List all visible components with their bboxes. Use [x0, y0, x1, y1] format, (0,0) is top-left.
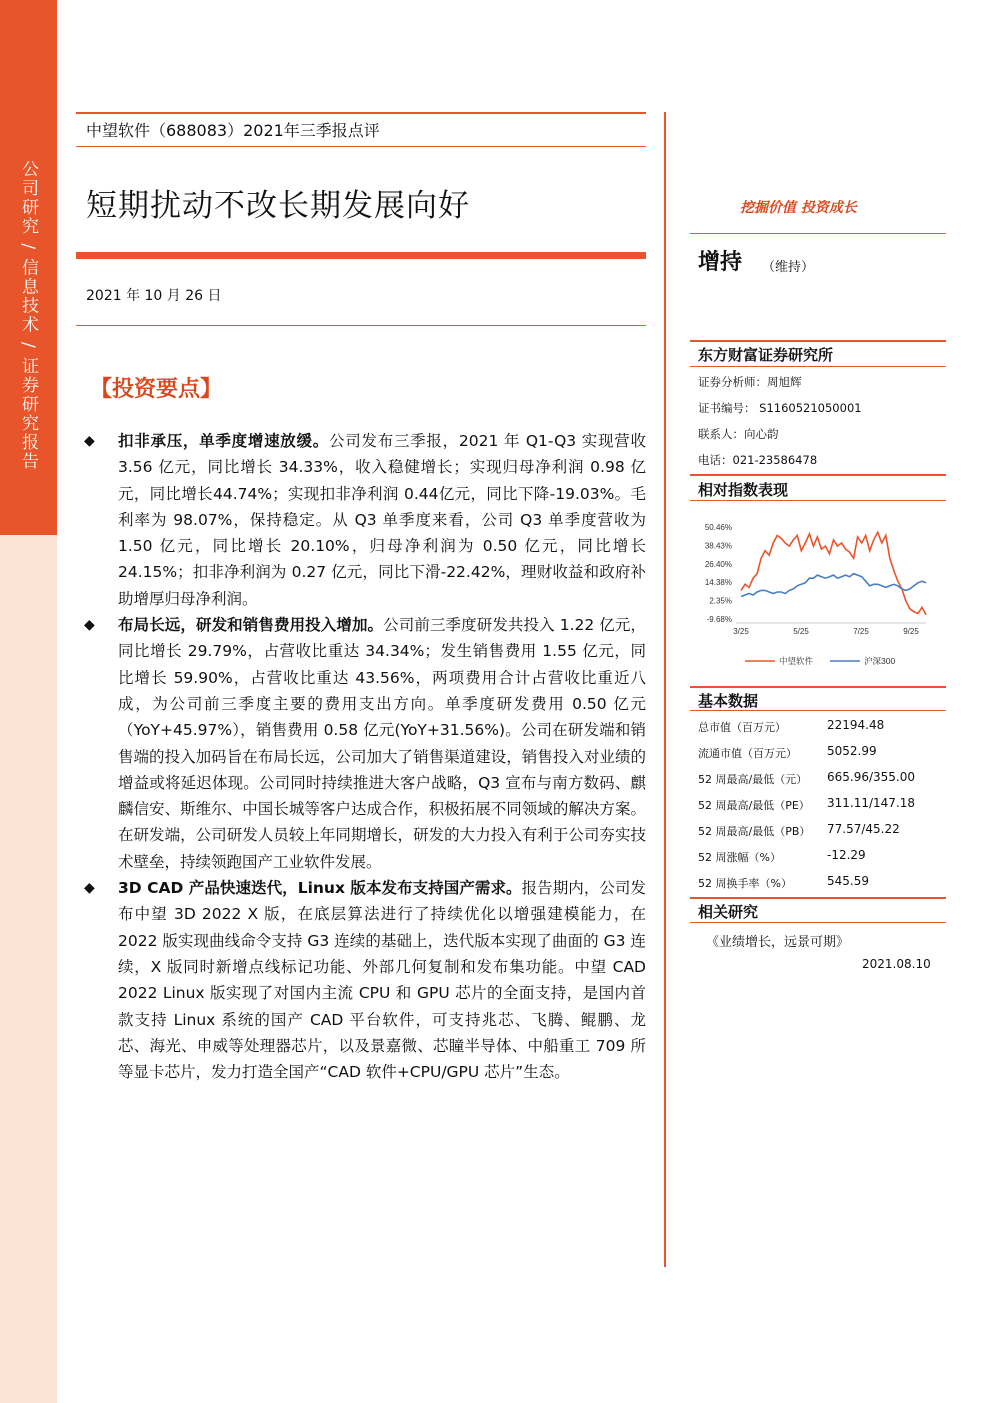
diamond-icon: ◆ [84, 433, 95, 449]
chart-rule-thin [690, 500, 946, 501]
bullet-item [84, 875, 646, 1085]
institute-rule [690, 340, 946, 342]
bullet-body: 公司前三季度研发共投入 1.22 亿元，同比增长 29.79%，占营收比重达 34.34%；发生销售费用 1.55 亿元，同比增长 59.90%，占营收比重达 43.56%，两项费用合计占营收比重近八成，为公司前三季度主要的费用支出方向。单季度研发费用 0.50 亿元（YoY+45.97%），销售费用 0.58 亿元(YoY+31.56%)。公司在研发端和销售端的投入加码旨在布局长远，公司加大了销售渠道建设，销售投入对业绩的增益或将延迟体现。公司同时持续推进大客户战略，Q3 宣布与南方数码、麒麟信安、斯维尔、中国长城等客户达成合作，积极拓展不同领域的解决方案。在研发端，公司研发人员较上年同期增长，研发的大力投入有利于公司夯实技术壁垒，持续领跑国产工业软件发展。 [118, 616, 646, 871]
y-tick-label: 38.43% [704, 541, 732, 551]
basic-title: 基本数据 [698, 692, 759, 710]
chart-legend [745, 656, 895, 666]
relative-index-chart [690, 515, 946, 675]
y-axis [705, 523, 732, 624]
rating: 增持 [698, 250, 743, 275]
institute-name: 东方财富证券研究所 [698, 346, 834, 364]
header-rule-top [76, 112, 646, 114]
slogan: 挖掘价值 投资成长 [740, 200, 857, 216]
related-report-date: 2021.08.10 [862, 957, 931, 971]
sidebar-light [0, 535, 57, 1403]
bullet-body: 报告期内，公司发布中望 3D 2022 X 版，在底层算法进行了持续优化以增强建模能力，在 2022 版实现曲线命令支持 G3 连续的基础上，迭代版本实现了曲面的 G3 连续，X 版同时新增点线标记功能、外部几何复制和发布集功能。中望 CAD 2022 Linux 版实现了对国内主流 CPU 和 GPU 芯片的全面支持，是国内首款支持 Linux 系统的国产 CAD 平台软件，可支持兆芯、飞腾、鲲鹏、龙芯、海光、申威等处理器芯片，以及景嘉微、芯瞳半导体、中船重工 709 所等显卡芯片，发力打造全国产“CAD 软件+CPU/GPU 芯片”生态。 [118, 879, 646, 1082]
bullet-item [84, 612, 646, 875]
x-axis [733, 623, 926, 636]
bullet-text [118, 875, 646, 1085]
x-tick-label: 5/25 [793, 627, 809, 636]
basic-value: 77.57/45.22 [827, 822, 900, 836]
header-rule-thin [76, 146, 646, 147]
related-title: 相关研究 [698, 903, 759, 921]
series-line [741, 574, 926, 597]
bullet-text [118, 612, 646, 875]
rating-rule [690, 233, 946, 234]
basic-label: 流通市值（百万元） [698, 747, 797, 760]
report-title: 中望软件（688083）2021年三季报点评 [86, 121, 380, 140]
contact: 联系人：向心韵 [698, 427, 779, 441]
basic-rule [690, 686, 946, 688]
chart-rule [690, 474, 946, 476]
related-report-title: 《业绩增长，远景可期》 [706, 935, 850, 950]
basic-label: 52 周涨幅（%） [698, 851, 781, 864]
legend-label: 沪深300 [864, 656, 896, 666]
analyst: 证券分析师：周旭辉 [698, 375, 802, 389]
bullet-body: 公司发布三季报，2021 年 Q1-Q3 实现营收 3.56 亿元，同比增长 34.33%，收入稳健增长；实现归母净利润 0.98 亿元，同比增长44.74%；实现扣非净利润 0.44亿元，同比下降-19.03%。毛利率为 98.07%，保持稳定。从 Q3 单季度来看，公司 Q3 单季度营收为 1.50 亿元，同比增长 20.10%，归母净利润为 0.50 亿元，同比增长 24.15%；扣非净利润为 0.27 亿元，同比下滑-22.42%，理财收益和政府补助增厚归母净利润。 [118, 432, 646, 608]
basic-value: 665.96/355.00 [827, 770, 916, 784]
basic-label: 52 周最高/最低（元） [698, 773, 808, 786]
column-divider [664, 112, 666, 1267]
chart-title: 相对指数表现 [698, 481, 789, 499]
institute-rule-thin [690, 366, 946, 367]
basic-label: 52 周最高/最低（PE） [698, 799, 810, 812]
x-tick-label: 7/25 [853, 627, 869, 636]
basic-value: 5052.99 [827, 744, 877, 758]
investment-points [84, 428, 646, 1085]
y-tick-label: -9.68% [706, 615, 732, 624]
chart-lines [741, 532, 926, 615]
headline: 短期扰动不改长期发展向好 [86, 188, 470, 224]
legend-label: 中望软件 [779, 656, 814, 666]
y-tick-label: 2.35% [709, 596, 732, 606]
y-tick-label: 14.38% [704, 578, 732, 588]
section-title: 【投资要点】 [90, 377, 223, 402]
header-rule-thick [76, 252, 646, 259]
basic-rule-thin [690, 710, 946, 711]
related-rule [690, 897, 946, 899]
y-tick-label: 26.40% [704, 559, 732, 569]
bullet-lead: 3D CAD 产品快速迭代，Linux 版本发布支持国产需求。 [118, 879, 522, 898]
report-date: 2021 年 10 月 26 日 [86, 288, 222, 304]
diamond-icon: ◆ [84, 617, 95, 634]
basic-label: 52 周换手率（%） [698, 877, 792, 890]
header-rule-bottom [76, 325, 646, 326]
basic-value: -12.29 [827, 848, 866, 862]
basic-label: 52 周最高/最低（PB） [698, 825, 811, 838]
rating-status: （维持） [762, 260, 815, 275]
phone: 电话：021-23586478 [698, 453, 818, 467]
basic-value: 22194.48 [827, 718, 885, 732]
sidebar-category: 公司研究 / 信息技术 / 证券研究报告 [18, 160, 38, 472]
basic-label: 总市值（百万元） [698, 721, 786, 734]
bullet-lead: 扣非承压，单季度增速放缓。 [118, 432, 330, 450]
series-line [741, 532, 926, 615]
x-tick-label: 9/25 [903, 627, 919, 636]
x-tick-label: 3/25 [733, 627, 749, 636]
diamond-icon: ◆ [84, 880, 95, 897]
basic-value: 311.11/147.18 [827, 796, 916, 810]
bullet-text [118, 428, 646, 612]
bullet-lead: 布局长远，研发和销售费用投入增加。 [118, 616, 384, 635]
y-tick-label: 50.46% [704, 523, 732, 532]
bullet-item [84, 428, 646, 612]
cert-number: 证书编号： S1160521050001 [698, 401, 862, 415]
related-rule-thin [690, 922, 946, 923]
basic-value: 545.59 [827, 874, 869, 888]
